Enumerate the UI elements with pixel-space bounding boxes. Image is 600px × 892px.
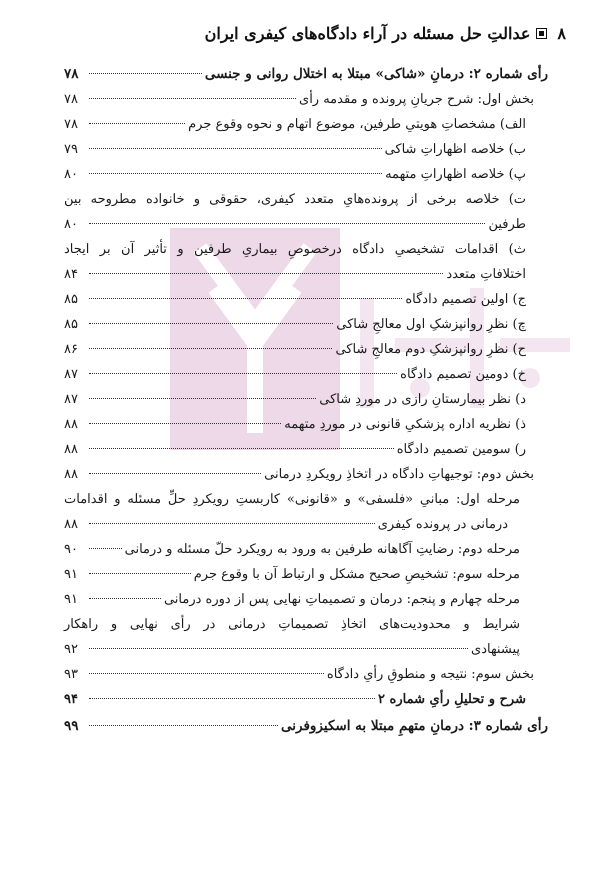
toc-entry-label: شرایط و محدودیت‌های اتخاذِ تصمیماتِ درمانی در رأی نهایی و راهکار: [64, 617, 520, 632]
book-title: عدالتِ حل مسئله در آراء دادگاه‌های کیفری ایران: [204, 24, 531, 43]
toc-entry-label: خ) دومین تصمیم دادگاه: [400, 367, 526, 382]
page-header: [34, 24, 566, 43]
toc-entry-label: ذ) نظریه اداره پزشکیِ قانونی در موردِ متهمه: [284, 417, 526, 432]
toc-entry-label-continuation: پیشنهادی: [471, 642, 520, 657]
toc-entry-label: ج) اولین تصمیم دادگاه: [405, 292, 526, 307]
toc-entry-label: الف) مشخصاتِ هویتیِ طرفین، موضوع اتهام و نحوه وقوع جرم: [188, 117, 526, 132]
toc-entry-label: ح) نظرِ روانپزشکِ دوم معالجِ شاکی: [335, 342, 526, 357]
toc-entry-multiline[interactable]: [64, 487, 520, 537]
toc-leader-dots: [89, 298, 402, 299]
toc-entry-page: ۹۱: [64, 592, 78, 607]
toc-leader-dots: [89, 698, 375, 699]
toc-entry-page: ۸۵: [64, 317, 78, 332]
toc-entry-label-continuation: درمانی در پرونده کیفری: [377, 517, 508, 532]
toc-leader-dots: [89, 725, 278, 726]
toc-entry-page: ۷۸: [64, 66, 79, 82]
toc-entry-page: ۸۸: [64, 467, 78, 482]
toc-entry-label: ب) خلاصه اظهاراتِ شاکی: [384, 142, 526, 157]
toc-entry-label: مرحله اول: مبانیِ «فلسفی» و «قانونی» کاربستِ رویکردِ حلِّ مسئله و اقدامات: [64, 492, 521, 507]
toc-leader-dots: [89, 223, 485, 224]
toc-entry[interactable]: [64, 687, 526, 712]
toc-entry-label-continuation: طرفین: [488, 217, 526, 232]
toc-entry[interactable]: [64, 537, 520, 562]
toc-entry[interactable]: [64, 587, 520, 612]
toc-entry[interactable]: [64, 462, 534, 487]
toc-entry-page: ۸۰: [64, 217, 78, 232]
toc-leader-dots: [89, 548, 122, 549]
toc-entry-page: ۸۶: [64, 342, 78, 357]
page-number: ۸: [557, 24, 566, 43]
toc-leader-dots: [89, 348, 332, 349]
toc-entry-multiline[interactable]: [64, 612, 520, 662]
toc-entry[interactable]: [64, 662, 534, 687]
toc-entry-multiline[interactable]: [64, 237, 526, 287]
toc-entry-label: مرحله دوم: رضایتِ آگاهانه طرفین به ورود به رویکرد حلّ مسئله و درمانی: [124, 542, 520, 557]
toc-entry-page: ۸۸: [64, 517, 78, 532]
toc-leader-dots: [89, 373, 397, 374]
toc-entry-label: ر) سومین تصمیم دادگاه: [396, 442, 526, 457]
toc-leader-dots: [89, 423, 281, 424]
toc-leader-dots: [89, 598, 161, 599]
toc-leader-dots: [89, 173, 382, 174]
toc-entry-multiline[interactable]: [64, 187, 526, 237]
toc-entry[interactable]: [64, 312, 526, 337]
toc-entry[interactable]: [64, 562, 520, 587]
toc-leader-dots: [89, 448, 394, 449]
toc-entry-page: ۷۸: [64, 92, 78, 107]
square-bullet-icon: [536, 28, 547, 39]
toc-leader-dots: [89, 473, 261, 474]
toc-entry[interactable]: [64, 162, 526, 187]
toc-entry-label: مرحله چهارم و پنجم: درمان و تصمیماتِ نهایی پس از دوره درمانی: [163, 592, 520, 607]
toc-entry-page: ۹۳: [64, 667, 78, 682]
toc-entry[interactable]: [64, 112, 526, 137]
toc-entry[interactable]: [64, 137, 526, 162]
toc-leader-dots: [89, 398, 316, 399]
toc-leader-dots: [89, 523, 375, 524]
toc-entry[interactable]: [64, 87, 534, 112]
toc-entry-label: بخش اول: شرح جریانِ پرونده و مقدمه رأی: [299, 92, 534, 107]
toc-entry-page: ۷۹: [64, 142, 78, 157]
toc-entry[interactable]: [64, 337, 526, 362]
toc-entry-page: ۸۷: [64, 392, 78, 407]
toc-entry-label: بخش سوم: نتیجه و منطوقِ رأیِ دادگاه: [326, 667, 534, 682]
toc-entry-label: بخش دوم: توجیهاتِ دادگاه در اتخاذِ رویکردِ درمانی: [264, 467, 534, 482]
toc-entry-page: ۸۸: [64, 442, 78, 457]
toc-entry-label: رأی شماره ۳: درمانِ متهمِ مبتلا به اسکیزوفرنی: [280, 718, 548, 734]
toc-entry[interactable]: [64, 412, 526, 437]
toc-entry-label: رأی شماره ۲: درمانِ «شاکی» مبتلا به اختلال روانی و جنسی: [204, 66, 548, 82]
toc-entry-page: ۸۸: [64, 417, 78, 432]
toc-entry-page: ۸۰: [64, 167, 78, 182]
toc-leader-dots: [89, 148, 382, 149]
toc-entry-label: مرحله سوم: تشخیصِ صحیح مشکل و ارتباط آن با وقوع جرم: [193, 567, 520, 582]
table-of-contents: [64, 62, 548, 739]
toc-entry-label: ت) خلاصه برخی از پرونده‌هایِ متعدد کیفری، حقوقی و خانواده مطروحه بین: [64, 192, 526, 207]
toc-leader-dots: [89, 123, 185, 124]
toc-entry-page: ۹۲: [64, 642, 78, 657]
toc-entry[interactable]: [64, 714, 548, 739]
toc-entry-page: ۸۷: [64, 367, 78, 382]
toc-leader-dots: [89, 323, 333, 324]
toc-entry[interactable]: [64, 287, 526, 312]
toc-entry[interactable]: [64, 62, 548, 87]
toc-entry[interactable]: [64, 387, 526, 412]
toc-entry-page: ۸۵: [64, 292, 78, 307]
toc-entry-page: ۷۸: [64, 117, 78, 132]
toc-leader-dots: [89, 98, 296, 99]
toc-entry-label: چ) نظرِ روانپزشکِ اول معالجِ شاکی: [336, 317, 526, 332]
toc-entry[interactable]: [64, 437, 526, 462]
toc-leader-dots: [89, 573, 191, 574]
toc-entry-label: پ) خلاصه اظهاراتِ متهمه: [385, 167, 526, 182]
toc-entry-page: ۹۹: [64, 718, 79, 734]
toc-entry-label-continuation: اختلافاتِ متعدد: [446, 267, 526, 282]
toc-entry-page: ۸۴: [64, 267, 78, 282]
toc-entry-page: ۹۰: [64, 542, 78, 557]
toc-entry-page: ۹۴: [64, 692, 78, 707]
toc-leader-dots: [89, 73, 202, 74]
toc-entry-label: ث) اقدامات تشخیصیِ دادگاه درخصوصِ بیماریِ طرفین و تأثیر آن بر ایجاد: [64, 242, 526, 257]
toc-leader-dots: [89, 648, 468, 649]
toc-leader-dots: [89, 673, 324, 674]
toc-entry-label: د) نظر بیمارستانِ رازی در موردِ شاکی: [319, 392, 526, 407]
toc-leader-dots: [89, 273, 443, 274]
toc-entry-label: شرح و تحلیلِ رأیِ شماره ۲: [378, 692, 526, 707]
toc-entry-page: ۹۱: [64, 567, 78, 582]
toc-entry[interactable]: [64, 362, 526, 387]
